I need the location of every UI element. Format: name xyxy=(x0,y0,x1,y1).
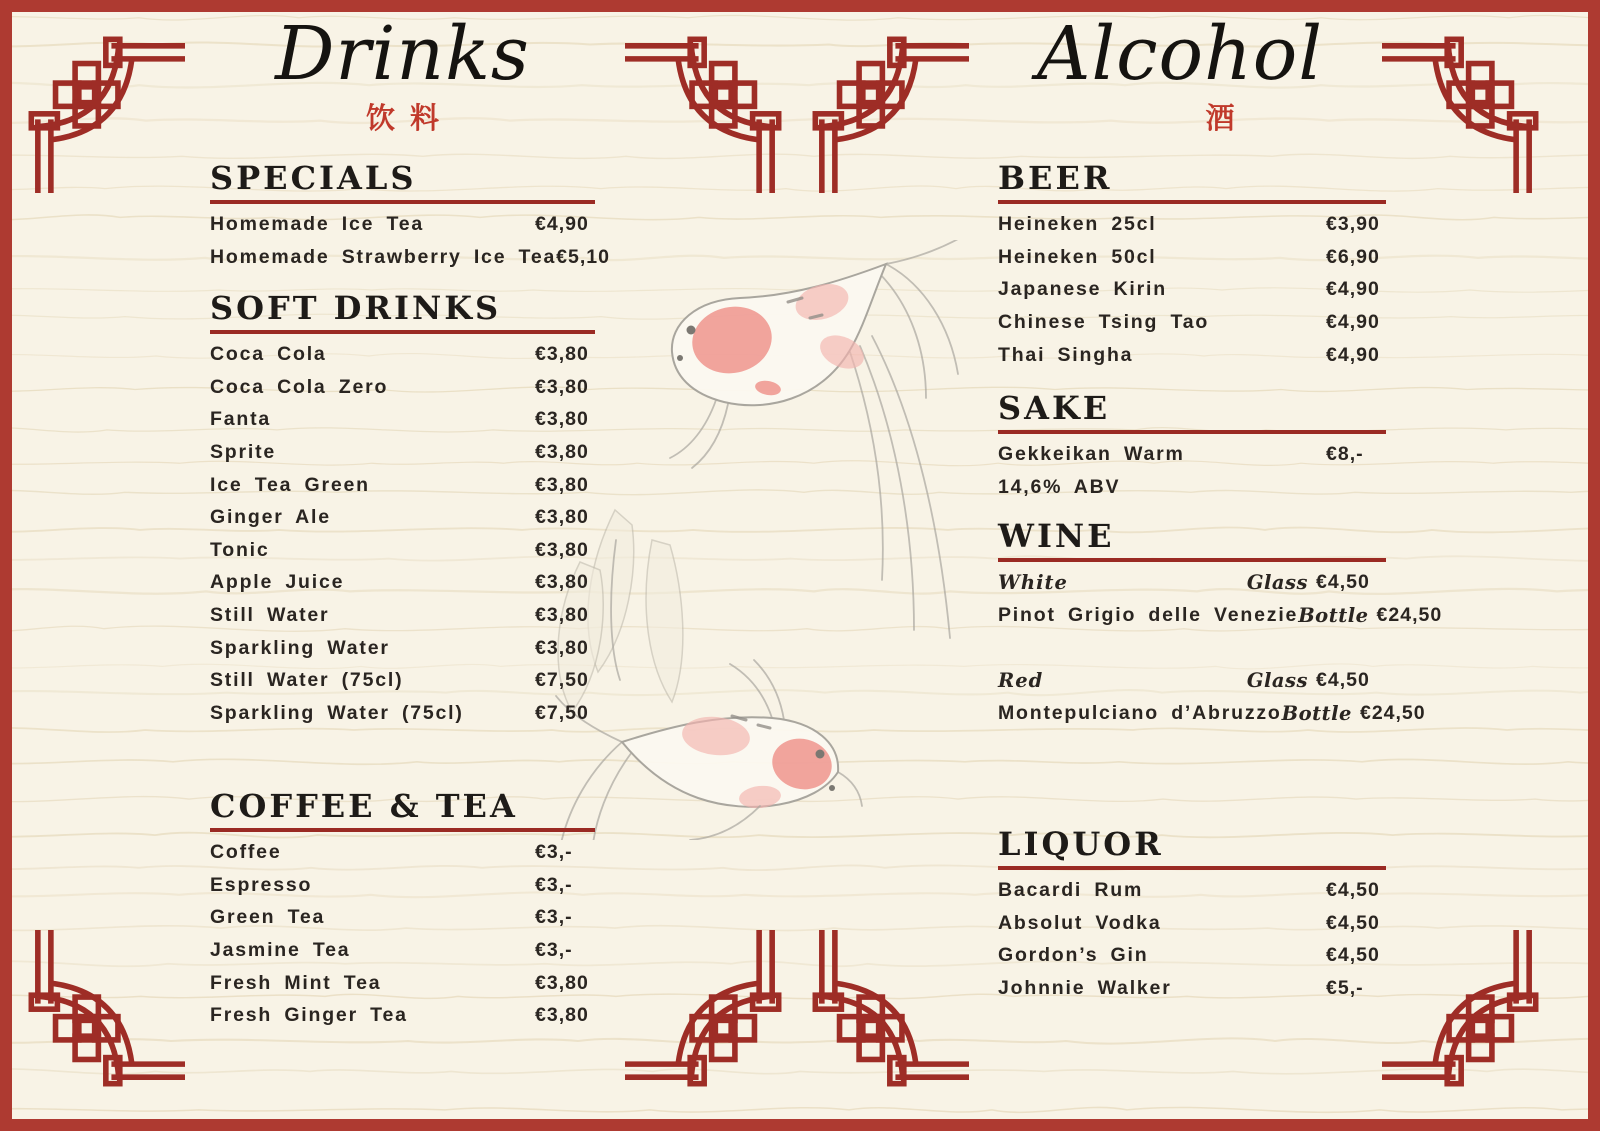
section-underline xyxy=(210,330,595,334)
menu-item-row xyxy=(998,940,1386,973)
section-underline xyxy=(998,558,1386,562)
section-items xyxy=(210,209,610,274)
item-name: Japanese Kirin xyxy=(998,278,1167,301)
menu-item-row xyxy=(210,599,595,632)
item-price: €4,50 xyxy=(1326,944,1380,967)
item-price: €4,90 xyxy=(1326,278,1380,301)
serving-size-label: Bottle xyxy=(1281,701,1352,725)
item-name: Jasmine Tea xyxy=(210,939,351,962)
alcohol-title-chinese: 酒 xyxy=(1205,101,1235,135)
item-price: €4,50 xyxy=(1326,911,1380,934)
item-name: Sparkling Water (75cl) xyxy=(210,701,464,724)
corner-ornament-bottom-mid-left xyxy=(625,930,788,1093)
item-name: Chinese Tsing Tao xyxy=(998,311,1210,334)
item-price: €3,80 xyxy=(535,1004,589,1027)
item-name: Sparkling Water xyxy=(210,636,390,659)
item-name: Red xyxy=(998,669,1044,693)
item-price: €4,50 xyxy=(1326,879,1380,902)
item-name: Fanta xyxy=(210,408,272,431)
menu-item-row xyxy=(210,567,595,600)
menu-item-row xyxy=(998,697,1426,730)
section-items xyxy=(998,209,1386,372)
section-items xyxy=(210,837,595,1033)
koi-upper xyxy=(670,240,970,638)
section-underline xyxy=(998,430,1386,434)
item-name: White xyxy=(998,571,1068,595)
section-title-specials: SPECIALS xyxy=(210,159,417,197)
item-name: Ginger Ale xyxy=(210,506,331,529)
section-items xyxy=(998,439,1386,504)
corner-ornament-top-left xyxy=(22,30,185,193)
item-price: €3,80 xyxy=(535,441,589,464)
menu-item-row xyxy=(210,534,595,567)
corner-ornament-bottom-right xyxy=(1382,930,1545,1093)
section-sake xyxy=(998,388,1386,504)
item-name: 14,6% ABV xyxy=(998,475,1121,498)
corner-ornament-bottom-mid-right xyxy=(806,930,969,1093)
section-specials xyxy=(210,158,610,274)
item-price: €4,90 xyxy=(1326,311,1380,334)
serving-size-label: Glass xyxy=(1246,571,1308,595)
item-price: €24,50 xyxy=(1376,603,1443,626)
section-underline xyxy=(998,200,1386,204)
menu-item-row xyxy=(210,697,595,730)
item-name: Coca Cola xyxy=(210,343,327,366)
item-price: €3,80 xyxy=(535,971,589,994)
item-name: Apple Juice xyxy=(210,571,345,594)
item-name: Tonic xyxy=(210,538,270,561)
item-name: Sprite xyxy=(210,441,277,464)
item-price: €3,80 xyxy=(535,636,589,659)
item-name: Heineken 25cl xyxy=(998,213,1157,236)
menu-item-row xyxy=(998,306,1386,339)
item-name: Still Water (75cl) xyxy=(210,669,404,692)
menu-item-row xyxy=(210,404,595,437)
item-price: €3,80 xyxy=(535,473,589,496)
item-price: €3,80 xyxy=(535,538,589,561)
serving-size-label: Bottle xyxy=(1298,603,1369,627)
menu-item-row xyxy=(210,999,595,1032)
item-name: Espresso xyxy=(210,873,313,896)
menu-item-row xyxy=(210,339,595,372)
alcohol-page-title: Alcohol xyxy=(1037,11,1323,97)
item-name: Coca Cola Zero xyxy=(210,375,389,398)
item-name: Fresh Mint Tea xyxy=(210,971,382,994)
section-title-soft-drinks: SOFT DRINKS xyxy=(210,289,502,327)
section-title-sake: SAKE xyxy=(998,389,1111,427)
corner-ornament-top-mid-right xyxy=(806,30,969,193)
menu-item-row xyxy=(210,632,595,665)
menu-item-row xyxy=(210,209,595,242)
item-name: Thai Singha xyxy=(998,343,1134,366)
corner-ornament-bottom-left xyxy=(22,930,185,1093)
section-underline xyxy=(998,866,1386,870)
menu-item-row xyxy=(998,972,1386,1005)
item-price: €3,80 xyxy=(535,375,589,398)
menu-item-row xyxy=(998,439,1386,472)
item-price: €4,90 xyxy=(535,213,589,236)
item-name: Homemade Ice Tea xyxy=(210,213,425,236)
item-name: Heineken 50cl xyxy=(998,245,1157,268)
menu-item-row xyxy=(210,837,595,870)
item-price: €5,10 xyxy=(556,245,610,268)
menu-item-row xyxy=(998,664,1386,697)
menu-item-row xyxy=(210,501,595,534)
item-price: €4,90 xyxy=(1326,343,1380,366)
item-price: €8,- xyxy=(1326,443,1364,466)
menu-item-row xyxy=(210,967,595,1000)
item-name: Gordon’s Gin xyxy=(998,944,1149,967)
item-name: Homemade Strawberry Ice Tea xyxy=(210,245,557,268)
section-soft-drinks xyxy=(210,288,595,730)
menu-item-row xyxy=(210,241,610,274)
menu-item-row xyxy=(998,567,1386,600)
item-price: €3,80 xyxy=(535,408,589,431)
section-title-coffee-tea: COFFEE & TEA xyxy=(210,787,518,825)
menu-item-row xyxy=(998,241,1386,274)
menu-item-row xyxy=(210,902,595,935)
menu-item-row xyxy=(210,934,595,967)
item-name: Pinot Grigio delle Venezie xyxy=(998,603,1299,626)
item-name: Bacardi Rum xyxy=(998,879,1144,902)
menu-item-row xyxy=(998,907,1386,940)
koi-lower xyxy=(556,660,862,840)
item-price: €6,90 xyxy=(1326,245,1380,268)
corner-ornament-top-mid-left xyxy=(625,30,788,193)
menu-item-row xyxy=(210,371,595,404)
section-beer xyxy=(998,158,1386,371)
serving-size-label: Glass xyxy=(1246,669,1308,693)
section-title-wine: WINE xyxy=(998,517,1115,555)
menu-item-row xyxy=(210,664,595,697)
drinks-title-chinese: 饮料 xyxy=(365,101,454,135)
item-name: Green Tea xyxy=(210,906,326,929)
section-wine xyxy=(998,516,1443,729)
item-name: Absolut Vodka xyxy=(998,911,1162,934)
item-price: €7,50 xyxy=(535,701,589,724)
item-price: €4,50 xyxy=(1316,571,1370,594)
section-items xyxy=(210,339,595,730)
section-title-beer: BEER xyxy=(998,159,1113,197)
item-name: Gekkeikan Warm xyxy=(998,443,1185,466)
menu-item-row xyxy=(998,471,1386,504)
drinks-page-title: Drinks xyxy=(275,11,530,97)
menu-item-row xyxy=(998,599,1443,632)
alcohol-column xyxy=(998,0,1443,1131)
row-spacer xyxy=(998,632,1386,665)
menu-item-row xyxy=(210,469,595,502)
item-price: €3,- xyxy=(535,939,573,962)
item-price: €3,80 xyxy=(535,604,589,627)
section-items xyxy=(998,875,1386,1005)
item-price: €4,50 xyxy=(1316,669,1370,692)
item-name: Fresh Ginger Tea xyxy=(210,1004,408,1027)
item-name: Johnnie Walker xyxy=(998,977,1172,1000)
section-underline xyxy=(210,828,595,832)
item-price: €3,80 xyxy=(535,343,589,366)
menu-item-row xyxy=(210,869,595,902)
menu-item-row xyxy=(998,339,1386,372)
item-price: €3,90 xyxy=(1326,213,1380,236)
item-price: €3,- xyxy=(535,841,573,864)
item-price: €3,- xyxy=(535,906,573,929)
section-coffee-tea xyxy=(210,786,595,1032)
item-name: Ice Tea Green xyxy=(210,473,370,496)
item-price: €24,50 xyxy=(1359,701,1426,724)
item-name: Montepulciano d’Abruzzo xyxy=(998,701,1282,724)
menu-item-row xyxy=(998,875,1386,908)
section-items xyxy=(998,567,1443,730)
item-price: €7,50 xyxy=(535,669,589,692)
item-name: Coffee xyxy=(210,841,282,864)
item-price: €3,- xyxy=(535,873,573,896)
menu-item-row xyxy=(998,274,1386,307)
menu-item-row xyxy=(998,209,1386,242)
item-price: €5,- xyxy=(1326,977,1364,1000)
item-price: €3,80 xyxy=(535,506,589,529)
section-underline xyxy=(210,200,595,204)
item-price: €3,80 xyxy=(535,571,589,594)
menu-item-row xyxy=(210,436,595,469)
section-liquor xyxy=(998,824,1386,1005)
drinks-column xyxy=(210,0,610,1131)
section-title-liquor: LIQUOR xyxy=(998,825,1164,863)
item-name: Still Water xyxy=(210,604,330,627)
